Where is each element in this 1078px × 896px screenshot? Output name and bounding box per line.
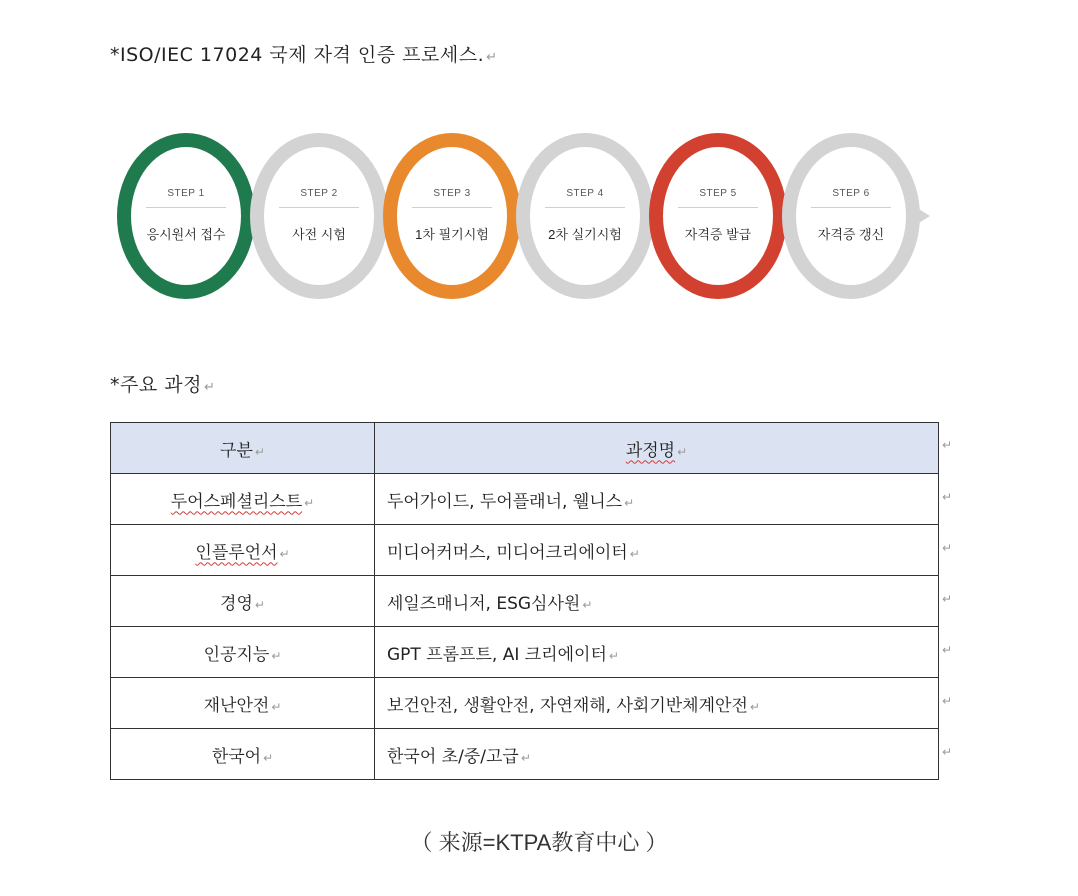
row-end-mark: ↵ xyxy=(942,745,953,759)
step-divider xyxy=(811,207,891,208)
header-courses: 과정명 ↵ xyxy=(375,423,939,474)
courses-cell: 세일즈매니저, ESG심사원 ↵ xyxy=(375,576,939,627)
row-end-mark: ↵ xyxy=(942,438,953,452)
step-label xyxy=(520,188,650,243)
courses-heading: *주요 과정 ↵ xyxy=(110,374,216,396)
step-name: 1차 필기시험 xyxy=(415,227,489,242)
table-header-row xyxy=(111,423,939,474)
courses-cell: 미디어커머스, 미디어크리에이터 ↵ xyxy=(375,525,939,576)
step-divider xyxy=(678,207,758,208)
category-cell: 두어스페셜리스트 ↵ xyxy=(111,474,375,525)
step-number: STEP 5 xyxy=(699,188,737,199)
courses-cell: 보건안전, 생활안전, 자연재해, 사회기반체계안전 ↵ xyxy=(375,678,939,729)
header-category: 구분 ↵ xyxy=(111,423,375,474)
courses-table xyxy=(110,422,939,780)
step-name: 자격증 갱신 xyxy=(817,227,885,242)
row-end-mark: ↵ xyxy=(942,694,953,708)
category-cell: 한국어 ↵ xyxy=(111,729,375,780)
table-row xyxy=(111,729,939,780)
table-row xyxy=(111,678,939,729)
step-number: STEP 2 xyxy=(300,188,338,199)
step-name: 2차 실기시험 xyxy=(548,227,622,242)
table-row xyxy=(111,525,939,576)
row-end-mark: ↵ xyxy=(942,643,953,657)
table-row xyxy=(111,576,939,627)
category-cell: 인공지능 ↵ xyxy=(111,627,375,678)
step-name: 사전 시험 xyxy=(292,227,346,242)
step-divider xyxy=(412,207,492,208)
step-label xyxy=(121,188,251,243)
process-heading: *ISO/IEC 17024 국제 자격 인증 프로세스. ↵ xyxy=(110,44,498,66)
step-label xyxy=(254,188,384,243)
step-label xyxy=(786,188,916,243)
table-row xyxy=(111,627,939,678)
step-arrow xyxy=(914,206,930,226)
step-name: 응시원서 접수 xyxy=(146,227,226,242)
courses-cell: 한국어 초/중/고급 ↵ xyxy=(375,729,939,780)
category-cell: 재난안전 ↵ xyxy=(111,678,375,729)
step-number: STEP 3 xyxy=(433,188,471,199)
row-end-mark: ↵ xyxy=(942,490,953,504)
step-number: STEP 6 xyxy=(832,188,870,199)
step-divider xyxy=(545,207,625,208)
step-name: 자격증 발급 xyxy=(684,227,752,242)
category-cell: 인플루언서 ↵ xyxy=(111,525,375,576)
step-label xyxy=(653,188,783,243)
step-number: STEP 4 xyxy=(566,188,604,199)
row-end-mark: ↵ xyxy=(942,541,953,555)
step-divider xyxy=(279,207,359,208)
courses-cell: 두어가이드, 두어플래너, 웰니스 ↵ xyxy=(375,474,939,525)
row-end-mark: ↵ xyxy=(942,592,953,606)
step-divider xyxy=(146,207,226,208)
source-caption: （ 来源=KTPA教育中心 ） xyxy=(410,830,668,855)
category-cell: 경영 ↵ xyxy=(111,576,375,627)
step-label xyxy=(387,188,517,243)
courses-cell: GPT 프롬프트, AI 크리에이터 ↵ xyxy=(375,627,939,678)
table-row xyxy=(111,474,939,525)
step-number: STEP 1 xyxy=(167,188,205,199)
